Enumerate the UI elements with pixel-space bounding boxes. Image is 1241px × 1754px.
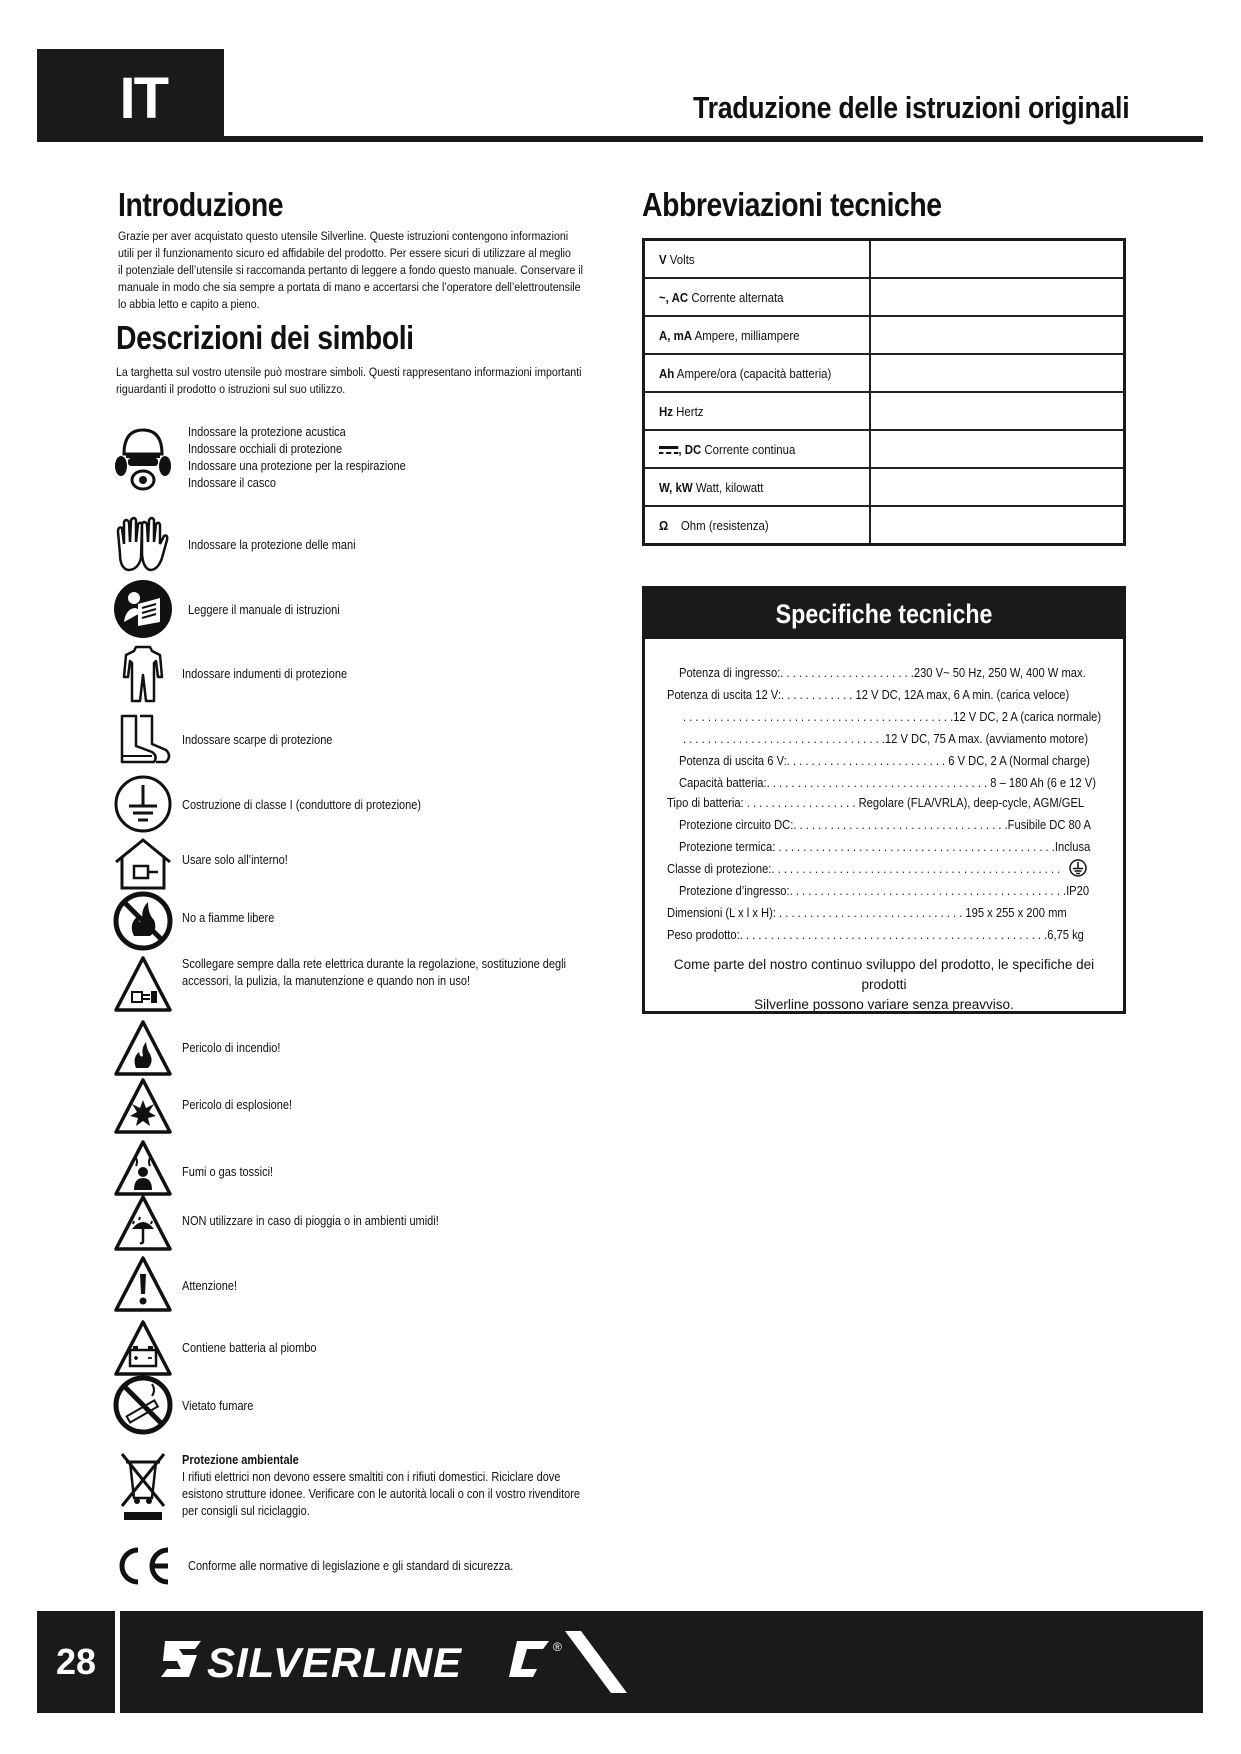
note-line: Silverline possono variare senza preavviso. [754,997,1014,1012]
symbol-text [182,1398,253,1415]
table-cell [644,316,870,354]
gloves-icon [112,514,174,576]
table-cell-empty [870,354,1125,392]
protective-gear-icon [112,424,174,496]
abbr-text: Hertz [672,403,704,419]
specifications-note [655,955,1113,1015]
abbr-key: A, mA [659,327,693,343]
abbr-key: W, kW [659,479,693,495]
table-cell-empty [870,240,1125,279]
symbol-line: No a fiamme libere [182,911,275,925]
abbr-key: , DC [678,441,702,457]
spec-row: Tipo di batteria: . . . . . . . . . . . . . . . . . . Regolare (FLA/VRLA), deep-cycle, AGM/GEL [667,795,1085,810]
symbol-text [188,602,340,619]
intro-text [118,228,643,313]
symbol-line: Costruzione di classe I (conduttore di protezione) [182,798,422,812]
spec-row: . . . . . . . . . . . . . . . . . . . . . . . . . . . . . . . . . . . . . . . . . . . .12 V DC, 2 A (carica normale) [683,709,1102,724]
symbol-line: Fumi o gas tossici! [182,1165,274,1179]
abbr-text: Volts [666,251,695,267]
spec-row: Protezione d’ingresso:. . . . . . . . . . . . . . . . . . . . . . . . . . . . . . . . . . . . . . . . . . . . .IP20 [679,883,1090,898]
table-cell [644,430,870,468]
abbreviations-heading: Abbreviazioni tecniche [642,186,942,223]
symbols-heading: Descrizioni dei simboli [116,319,414,356]
symbol-line: Leggere il manuale di istruzioni [188,603,340,617]
coverall-icon [112,643,174,705]
no-rain-icon [112,1193,174,1255]
symbol-line: esistono strutture idonee. Verificare con le autorità locali o con il vostro rivenditore [182,1487,581,1501]
table-cell-empty [870,392,1125,430]
table-cell [644,278,870,316]
table-row [644,316,1125,354]
spec-row: Classe di protezione:. . . . . . . . . . . . . . . . . . . . . . . . . . . . . . . . . . . . . . . . . . . . . . . [667,861,1061,876]
intro-line: lo abbia letto e capito a pieno. [118,297,260,311]
spec-row: Potenza di ingresso:. . . . . . . . . . . . . . . . . . . . . .230 V~ 50 Hz, 250 W, 400 W max. [679,665,1086,680]
abbr-text: Watt, kilowatt [692,479,764,495]
symbol-text [182,1340,317,1357]
symbol-line: I rifiuti elettrici non devono essere smaltiti con i rifiuti domestici. Riciclare dove [182,1470,561,1484]
symbol-text [182,1213,439,1230]
symbol-text [188,537,356,554]
specifications-heading [645,589,1123,639]
spec-row: Potenza di uscita 12 V:. . . . . . . . . . . . 12 V DC, 12A max, 6 A min. (carica veloce) [667,687,1070,702]
header-rule [37,136,1203,142]
intro-line: utili per il funzionamento sicuro ed affidabile del prodotto. Per essere sicuri di utilizzare al meglio [118,246,571,260]
symbol-text [182,797,421,814]
footer-divider [115,1611,120,1713]
explosion-hazard-icon [112,1076,174,1138]
symbol-line: Vietato fumare [182,1399,254,1413]
symbol-line: Indossare la protezione delle mani [188,538,356,552]
footer-bar [37,1611,1203,1713]
intro-line: il potenziale dell’utensile si raccomanda pertanto di leggere a fondo questo manuale. Conservare il [118,263,584,277]
symbol-line: Conforme alle normative di legislazione e gli standard di sicurezza. [188,1559,514,1573]
weee-bin-icon [112,1450,174,1522]
abbr-key: V [659,251,667,267]
table-row [644,506,1125,545]
symbol-line: Indossare indumenti di protezione [182,667,348,681]
spec-row: Protezione circuito DC:. . . . . . . . . . . . . . . . . . . . . . . . . . . . . . . . . . .Fusibile DC 80 A [679,817,1091,832]
symbol-text [182,1452,580,1520]
spec-row: . . . . . . . . . . . . . . . . . . . . . . . . . . . . . . . . .12 V DC, 75 A max. (avviamento motore) [683,731,1089,746]
table-row [644,392,1125,430]
symbols-intro-line: riguardanti il prodotto o istruzioni sul suo utilizzo. [116,382,346,396]
intro-line: Grazie per aver acquistato questo utensile Silverline. Queste istruzioni contengono informazioni [118,229,569,243]
table-row [644,240,1125,279]
abbr-text: Corrente alternata [688,289,784,305]
spec-row: Dimensioni (L x l x H): . . . . . . . . . . . . . . . . . . . . . . . . . . . . . . 195 x 255 x 200 mm [667,905,1067,920]
spec-row: Capacità batteria:. . . . . . . . . . . . . . . . . . . . . . . . . . . . . . . . . . . . 8 – 180 Ah (6 e 12 V) [679,775,1096,790]
symbol-text [182,1164,273,1181]
table-cell [644,506,870,545]
symbol-line: Indossare la protezione acustica [188,425,346,439]
lead-battery-icon [112,1318,174,1380]
symbol-text [182,666,347,683]
table-cell-empty [870,506,1125,545]
read-manual-icon [112,578,174,640]
symbols-intro-line: La targhetta sul vostro utensile può mostrare simboli. Questi rappresentano informazioni importanti [116,365,582,379]
symbol-line: Indossare una protezione per la respirazione [188,459,406,473]
intro-heading: Introduzione [118,186,284,223]
symbol-text [182,852,288,869]
symbol-line: Pericolo di incendio! [182,1041,281,1055]
symbol-line: Scollegare sempre dalla rete elettrica durante la regolazione, sostituzione degli [182,957,567,971]
warning-icon [112,1254,174,1316]
boots-icon [112,708,174,770]
abbr-key: Ω [659,517,669,533]
specifications-box [642,586,1126,1014]
symbol-text [182,1040,280,1057]
abbr-key: ~, AC [659,289,689,305]
symbol-text [188,1558,513,1575]
symbol-line: Indossare il casco [188,476,277,490]
table-row [644,278,1125,316]
symbols-intro [116,364,666,398]
table-cell-empty [870,316,1125,354]
no-smoking-icon [112,1374,174,1436]
symbol-text [182,1097,292,1114]
ce-mark-icon [112,1546,174,1586]
intro-line: manuale in modo che sia sempre a portata di mano e accertarsi che l’operatore dell’elettroutensile [118,280,581,294]
symbol-line: per consigli sul riciclaggio. [182,1504,310,1518]
table-cell-empty [870,430,1125,468]
abbr-text: Corrente continua [701,441,796,457]
symbol-title: Protezione ambientale [182,1453,299,1467]
symbol-line: Indossare scarpe di protezione [182,733,333,747]
abbr-key: Ah [659,365,675,381]
no-open-flame-icon [112,890,174,952]
symbol-line: NON utilizzare in caso di pioggia o in ambienti umidi! [182,1214,439,1228]
symbol-line: Usare solo all’interno! [182,853,288,867]
brand-name: SILVERLINE [207,1639,463,1686]
abbr-text: Ampere, milliampere [692,327,800,343]
spec-row: Protezione termica: . . . . . . . . . . . . . . . . . . . . . . . . . . . . . . . . . . . . . . . . . . . . .Inclusa [679,839,1091,854]
page-number: 28 [55,1641,97,1682]
fire-hazard-icon [112,1018,174,1080]
table-row [644,354,1125,392]
table-cell [644,354,870,392]
table-cell [644,468,870,506]
symbol-text [182,1278,237,1295]
language-code: IT [119,66,167,131]
symbol-text [182,910,274,927]
registered-mark: ® [553,1640,562,1654]
toxic-fumes-icon [112,1138,174,1200]
symbol-text [182,956,566,990]
direct-current-icon [659,445,678,455]
spec-row: Peso prodotto:. . . . . . . . . . . . . . . . . . . . . . . . . . . . . . . . . . . . . . . . . . . . . . . . . .6,75 kg [667,927,1084,942]
table-row [644,468,1125,506]
abbr-text: Ohm (resistenza) [668,517,769,533]
abbr-text: Ampere/ora (capacità batteria) [674,365,832,381]
abbreviations-table [642,238,1126,546]
table-row [644,430,1125,468]
symbol-text [182,732,332,749]
language-badge [37,49,224,141]
symbol-line: Indossare occhiali di protezione [188,442,343,456]
table-cell-empty [870,278,1125,316]
table-cell [644,392,870,430]
abbr-key: Hz [659,403,673,419]
silverline-logo [157,1631,657,1693]
symbol-line: accessori, la pulizia, la manutenzione e quando non in uso! [182,974,471,988]
table-cell [644,240,870,279]
specifications-heading-text: Specifiche tecniche [775,599,993,629]
spec-row: Potenza di uscita 6 V:. . . . . . . . . . . . . . . . . . . . . . . . . . 6 V DC, 2 A (Normal charge) [679,753,1090,768]
header-title: Traduzione delle istruzioni originali [692,90,1129,125]
protective-earth-icon [1069,859,1087,877]
symbol-text [188,424,406,492]
symbol-line: Attenzione! [182,1279,238,1293]
disconnect-mains-icon [112,954,174,1016]
symbol-line: Pericolo di esplosione! [182,1098,293,1112]
note-line: Come parte del nostro continuo sviluppo del prodotto, le specifiche dei prodotti [673,957,1095,992]
table-cell-empty [870,468,1125,506]
symbol-line: Contiene batteria al piombo [182,1341,317,1355]
protective-earth-icon [112,773,174,835]
indoor-only-icon [112,834,174,896]
